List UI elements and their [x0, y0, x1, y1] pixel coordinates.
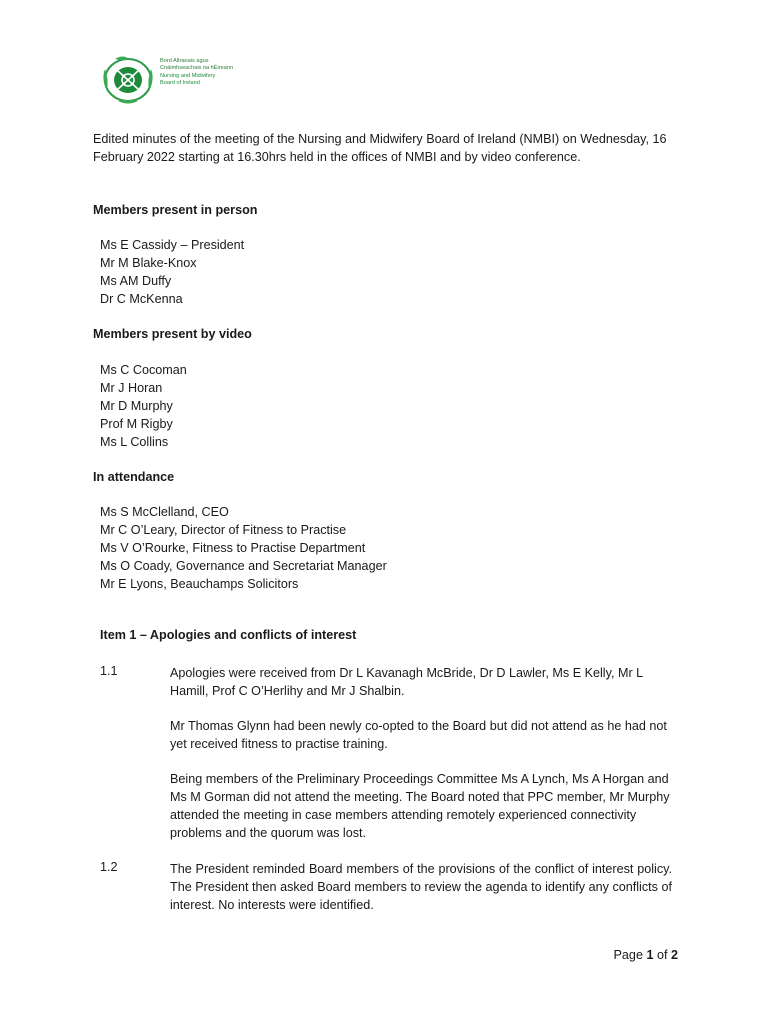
list-item: Mr J Horan [100, 381, 163, 395]
attendance-heading: In attendance [93, 470, 175, 484]
list-item: Ms V O’Rourke, Fitness to Practise Department [100, 541, 366, 555]
apologies-paragraph: Apologies were received from Dr L Kavanagh McBride, Dr D Lawler, Ms E Kelly, Mr L Hamill, Prof C O’Herlihy and Mr J Shalbin. [170, 666, 643, 698]
attendance-list [100, 503, 387, 593]
page-sep: of [653, 948, 671, 962]
intro-paragraph: Edited minutes of the meeting of the Nursing and Midwifery Board of Ireland (NMBI) on Wednesday, 16 February 2022 starting at 16.30hrs held in the offices of NMBI and by video conference. [93, 132, 667, 164]
list-item: Dr C McKenna [100, 292, 183, 306]
conflict-paragraph: The President reminded Board members of the provisions of the conflict of interest policy. The President then asked Board members to review the agenda to identify any conflicts of interest. No interests were identified. [170, 862, 672, 912]
by-video-heading: Members present by video [93, 327, 252, 341]
paragraph-number-1-2: 1.2 [100, 860, 118, 874]
logo-line-1: Bord Altranais agus [160, 58, 209, 64]
list-item: Ms E Cassidy – President [100, 238, 245, 252]
logo-line-3: Nursing and Midwifery [160, 72, 216, 79]
logo-line-4: Board of Ireland [160, 80, 200, 87]
list-item: Ms AM Duffy [100, 274, 172, 288]
by-video-list [100, 361, 187, 451]
list-item: Ms S McClelland, CEO [100, 505, 229, 519]
nmbi-emblem-icon [100, 55, 156, 105]
in-person-list [100, 236, 244, 308]
ppc-paragraph: Being members of the Preliminary Proceedings Committee Ms A Lynch, Ms A Horgan and Ms M Gorman did not attend the meeting. The Board noted that PPC member, Mr Murphy attended the meeting in case members attending remotely experienced connectivity problems and the quorum was lost. [170, 772, 670, 840]
logo-wordmark [160, 58, 233, 88]
list-item: Ms C Cocoman [100, 363, 187, 377]
page-number [614, 948, 678, 962]
list-item: Mr E Lyons, Beauchamps Solicitors [100, 577, 299, 591]
in-person-heading: Members present in person [93, 203, 258, 217]
list-item: Mr D Murphy [100, 399, 173, 413]
nmbi-logo [100, 55, 260, 105]
paragraph-number-1-1: 1.1 [100, 664, 118, 678]
list-item: Ms O Coady, Governance and Secretariat Manager [100, 559, 387, 573]
list-item: Prof M Rigby [100, 417, 173, 431]
co-opted-paragraph: Mr Thomas Glynn had been newly co-opted to the Board but did not attend as he had not yet received fitness to practise training. [170, 719, 667, 751]
list-item: Mr C O’Leary, Director of Fitness to Practise [100, 523, 347, 537]
page-current: 1 [646, 948, 654, 962]
page-prefix: Page [613, 948, 647, 962]
list-item: Ms L Collins [100, 435, 169, 449]
list-item: Mr M Blake-Knox [100, 256, 197, 270]
logo-line-2: Cnáimhseachais na hÉireann [160, 65, 234, 72]
item-1-heading: Item 1 – Apologies and conflicts of interest [100, 628, 357, 642]
page-total: 2 [670, 948, 678, 962]
